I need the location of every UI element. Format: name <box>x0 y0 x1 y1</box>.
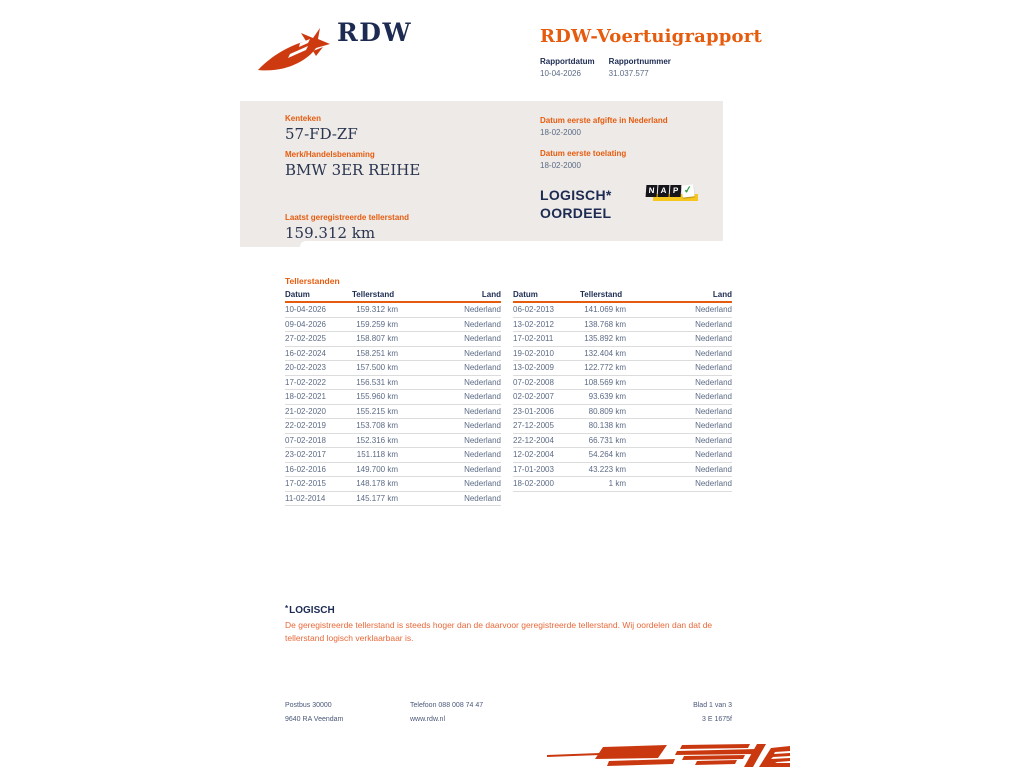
cell-date: 16-02-2024 <box>285 348 326 358</box>
footnote-heading-text: LOGISCH <box>289 605 335 616</box>
report-meta <box>540 57 671 78</box>
cell-date: 17-02-2015 <box>285 479 326 489</box>
cell-land: Nederland <box>695 464 732 474</box>
table-row <box>513 347 732 362</box>
table-row <box>285 492 501 507</box>
cell-km: 138.768 km <box>584 319 626 329</box>
report-number-label: Rapportnummer <box>608 57 671 66</box>
cell-land: Nederland <box>464 421 501 431</box>
cell-date: 22-12-2004 <box>513 435 554 445</box>
footnote-heading <box>285 604 335 616</box>
nap-letter-n: N <box>646 185 658 197</box>
footnote-asterisk: * <box>285 604 289 613</box>
column-header-datum: Datum <box>285 290 310 299</box>
oordeel-line2: OORDEEL <box>540 205 612 221</box>
report-date <box>540 57 595 78</box>
cell-land: Nederland <box>695 305 732 315</box>
table-row <box>285 463 501 478</box>
table-row <box>285 332 501 347</box>
eerste-afgifte-label: Datum eerste afgifte in Nederland <box>540 116 668 125</box>
tellerstanden-table-left <box>285 290 501 506</box>
cell-km: 151.118 km <box>356 450 398 460</box>
table-row <box>285 347 501 362</box>
cell-date: 27-02-2025 <box>285 334 326 344</box>
cell-km: 93.639 km <box>588 392 626 402</box>
rdw-stripes-graphic-icon <box>545 744 790 768</box>
nap-logo <box>646 185 702 205</box>
footer-form-code: 3 E 1675f <box>702 716 732 723</box>
cell-date: 09-04-2026 <box>285 319 326 329</box>
column-header-land: Land <box>712 290 732 299</box>
tellerstanden-table-right <box>513 290 732 492</box>
merk-label: Merk/Handelsbenaming <box>285 150 375 159</box>
cell-land: Nederland <box>464 479 501 489</box>
footnote-body: De geregistreerde tellerstand is steeds hoger dan de daarvoor geregistreerde tellerstand. Wij oordelen dan dat de tellerstand logisch verklaarbaar is. <box>285 620 713 643</box>
cell-date: 16-02-2016 <box>285 464 326 474</box>
cell-km: 153.708 km <box>356 421 398 431</box>
cell-date: 11-02-2014 <box>285 493 326 503</box>
cell-land: Nederland <box>464 334 501 344</box>
cell-land: Nederland <box>695 348 732 358</box>
cell-date: 02-02-2007 <box>513 392 554 402</box>
footer-address-line2: 9640 RA Veendam <box>285 716 344 723</box>
cell-km: 156.531 km <box>356 377 398 387</box>
cell-land: Nederland <box>464 435 501 445</box>
laatste-tellerstand-value: 159.312 km <box>285 224 376 242</box>
nap-letter-p: P <box>670 185 682 197</box>
cell-land: Nederland <box>464 450 501 460</box>
cell-km: 157.500 km <box>356 363 398 373</box>
cell-date: 13-02-2009 <box>513 363 554 373</box>
cell-land: Nederland <box>695 334 732 344</box>
nap-checkmark-icon: ✓ <box>683 184 693 197</box>
cell-land: Nederland <box>464 377 501 387</box>
nap-letter-a: A <box>658 185 670 197</box>
cell-km: 80.809 km <box>588 406 626 416</box>
table-row <box>513 448 732 463</box>
cell-km: 148.178 km <box>356 479 398 489</box>
laatste-tellerstand-label: Laatst geregistreerde tellerstand <box>285 213 410 222</box>
cell-km: 159.312 km <box>356 305 398 315</box>
cell-km: 108.569 km <box>584 377 626 387</box>
footer-address-line1: Postbus 30000 <box>285 702 332 709</box>
footer-page-indicator: Blad 1 van 3 <box>693 702 732 709</box>
table-row <box>513 477 732 492</box>
cell-land: Nederland <box>695 319 732 329</box>
oordeel-line1: LOGISCH* <box>540 187 612 203</box>
cell-date: 21-02-2020 <box>285 406 326 416</box>
cell-land: Nederland <box>464 319 501 329</box>
cell-land: Nederland <box>695 450 732 460</box>
rdw-bird-logo-icon <box>256 24 332 74</box>
table-row <box>285 376 501 391</box>
cell-land: Nederland <box>695 363 732 373</box>
table-row <box>513 434 732 449</box>
table-row <box>285 318 501 333</box>
cell-land: Nederland <box>695 479 732 489</box>
cell-date: 17-01-2003 <box>513 464 554 474</box>
column-header-tellerstand: Tellerstand <box>352 290 395 299</box>
table-row <box>513 332 732 347</box>
eerste-afgifte-value: 18-02-2000 <box>540 128 581 137</box>
cell-km: 1 km <box>608 479 626 489</box>
eerste-toelating-label: Datum eerste toelating <box>540 149 627 158</box>
table-row <box>285 361 501 376</box>
cell-km: 159.259 km <box>356 319 398 329</box>
cell-land: Nederland <box>464 392 501 402</box>
footer-address <box>285 699 343 727</box>
cell-date: 18-02-2000 <box>513 479 554 489</box>
table-row <box>513 318 732 333</box>
table-row <box>285 448 501 463</box>
cell-km: 132.404 km <box>584 348 626 358</box>
cell-land: Nederland <box>695 377 732 387</box>
report-date-value: 10-04-2026 <box>540 69 581 78</box>
table-row <box>513 405 732 420</box>
cell-km: 66.731 km <box>588 435 626 445</box>
page-title: RDW-Voertuigrapport <box>540 26 762 47</box>
kenteken-value: 57-FD-ZF <box>285 125 358 143</box>
table-row <box>513 361 732 376</box>
cell-date: 12-02-2004 <box>513 450 554 460</box>
cell-date: 17-02-2011 <box>513 334 554 344</box>
cell-km: 80.138 km <box>588 421 626 431</box>
table-row <box>285 419 501 434</box>
table-row <box>285 303 501 318</box>
cell-date: 23-02-2017 <box>285 450 326 460</box>
report-number-value: 31.037.577 <box>608 69 649 78</box>
cell-km: 141.069 km <box>584 305 626 315</box>
cell-date: 10-04-2026 <box>285 305 326 315</box>
table-row <box>285 477 501 492</box>
table-row <box>513 463 732 478</box>
cell-land: Nederland <box>695 406 732 416</box>
cell-land: Nederland <box>464 464 501 474</box>
table-row <box>285 405 501 420</box>
table-row <box>513 376 732 391</box>
cell-land: Nederland <box>464 406 501 416</box>
tellerstanden-heading: Tellerstanden <box>285 276 340 286</box>
table-row <box>513 303 732 318</box>
nap-tiles <box>646 185 694 197</box>
cell-date: 20-02-2023 <box>285 363 326 373</box>
cell-km: 54.264 km <box>588 450 626 460</box>
cell-date: 07-02-2018 <box>285 435 326 445</box>
cell-km: 149.700 km <box>356 464 398 474</box>
cell-km: 43.223 km <box>588 464 626 474</box>
cell-km: 158.807 km <box>356 334 398 344</box>
cell-land: Nederland <box>464 363 501 373</box>
vehicle-summary-panel <box>240 101 723 247</box>
cell-km: 122.772 km <box>584 363 626 373</box>
footer-page-info <box>640 699 732 727</box>
cell-date: 17-02-2022 <box>285 377 326 387</box>
eerste-toelating-value: 18-02-2000 <box>540 161 581 170</box>
cell-km: 152.316 km <box>356 435 398 445</box>
column-header-datum: Datum <box>513 290 538 299</box>
report-number <box>609 57 671 78</box>
table-header <box>513 290 732 303</box>
footer-contact <box>410 699 483 727</box>
cell-land: Nederland <box>464 493 501 503</box>
cell-land: Nederland <box>695 421 732 431</box>
column-header-tellerstand: Tellerstand <box>580 290 623 299</box>
cell-km: 155.960 km <box>356 392 398 402</box>
table-header <box>285 290 501 303</box>
cell-km: 135.892 km <box>584 334 626 344</box>
footer-phone: Telefoon 088 008 74 47 <box>410 702 484 709</box>
table-row <box>513 390 732 405</box>
cell-land: Nederland <box>464 305 501 315</box>
cell-date: 07-02-2008 <box>513 377 554 387</box>
footer-website-link[interactable]: www.rdw.nl <box>410 716 446 723</box>
cell-land: Nederland <box>695 435 732 445</box>
cell-date: 06-02-2013 <box>513 305 554 315</box>
cell-date: 27-12-2005 <box>513 421 554 431</box>
cell-km: 155.215 km <box>356 406 398 416</box>
rdw-logotype: RDW <box>337 18 413 47</box>
cell-km: 158.251 km <box>356 348 398 358</box>
kenteken-label: Kenteken <box>285 114 322 123</box>
table-row <box>513 419 732 434</box>
cell-date: 19-02-2010 <box>513 348 554 358</box>
cell-km: 145.177 km <box>356 493 398 503</box>
cell-date: 22-02-2019 <box>285 421 326 431</box>
cell-land: Nederland <box>464 348 501 358</box>
cell-date: 13-02-2012 <box>513 319 554 329</box>
cell-date: 18-02-2021 <box>285 392 326 402</box>
table-row <box>285 434 501 449</box>
table-row <box>285 390 501 405</box>
report-date-label: Rapportdatum <box>540 57 595 66</box>
cell-date: 23-01-2006 <box>513 406 554 416</box>
oordeel-verdict <box>540 186 612 222</box>
cell-land: Nederland <box>695 392 732 402</box>
column-header-land: Land <box>481 290 501 299</box>
merk-value: BMW 3ER REIHE <box>285 161 421 179</box>
